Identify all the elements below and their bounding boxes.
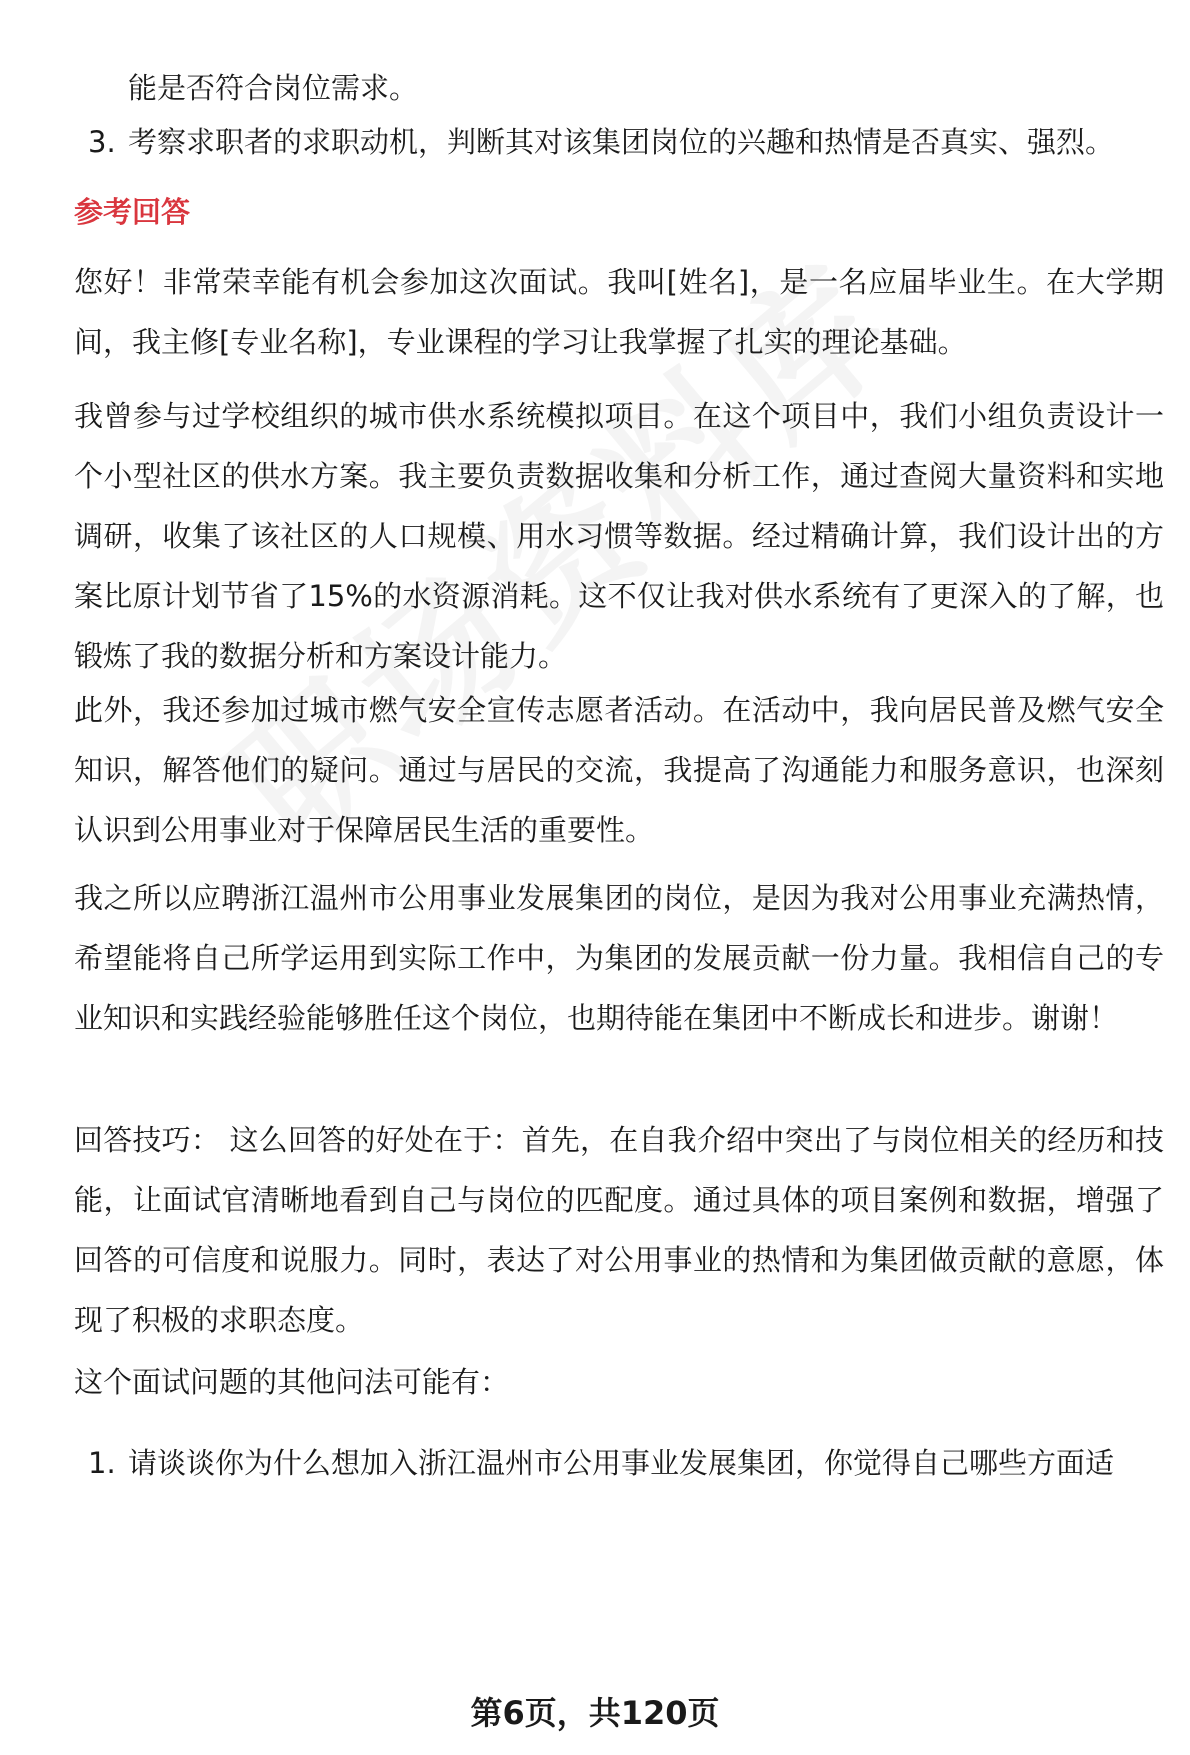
paragraph-motivation: 我之所以应聘浙江温州市公用事业发展集团的岗位，是因为我对公用事业充满热情，希望能将自己所学运用到实际工作中，为集团的发展贡献一份力量。我相信自己的专业知识和实践经验能够胜任这个岗位，也期待能在集团中不断成长和进步。谢谢！ <box>74 881 1164 1035</box>
alt-question-item <box>88 1433 1168 1493</box>
paragraph-tips: 回答技巧： 这么回答的好处在于：首先，在自我介绍中突出了与岗位相关的经历和技能，让面试官清晰地看到自己与岗位的匹配度。通过具体的项目案例和数据，增强了回答的可信度和说服力。同时，表达了对公用事业的热情和为集团做贡献的意愿，体现了积极的求职态度。 <box>74 1123 1164 1337</box>
paragraph-intro: 您好！非常荣幸能有机会参加这次面试。我叫[姓名]，是一名应届毕业生。在大学期间，我主修[专业名称]，专业课程的学习让我掌握了扎实的理论基础。 <box>74 265 1164 359</box>
paragraph-alt-intro: 这个面试问题的其他问法可能有： <box>74 1365 510 1399</box>
requirement-item <box>88 112 1168 172</box>
paragraph-project: 我曾参与过学校组织的城市供水系统模拟项目。在这个项目中，我们小组负责设计一个小型社区的供水方案。我主要负责数据收集和分析工作，通过查阅大量资料和实地调研，收集了该社区的人口规模、用水习惯等数据。经过精确计算，我们设计出的方案比原计划节省了15%的水资源消耗。这不仅让我对供水系统有了更深入的了解，也锻炼了我的数据分析和方案设计能力。 <box>74 399 1164 673</box>
continuation-line: 能是否符合岗位需求。 <box>128 71 419 105</box>
page-footer: 第6页，共120页 <box>470 1694 720 1732</box>
paragraph-volunteer: 此外，我还参加过城市燃气安全宣传志愿者活动。在活动中，我向居民普及燃气安全知识，解答他们的疑问。通过与居民的交流，我提高了沟通能力和服务意识，也深刻认识到公用事业对于保障居民生活的重要性。 <box>74 693 1164 847</box>
list-text: 请谈谈你为什么想加入浙江温州市公用事业发展集团，你觉得自己哪些方面适 <box>128 1446 1115 1480</box>
list-number: 3. <box>88 125 116 159</box>
answer-heading: 参考回答 <box>74 195 191 229</box>
list-number: 1. <box>88 1446 116 1480</box>
list-text: 考察求职者的求职动机，判断其对该集团岗位的兴趣和热情是否真实、强烈。 <box>128 125 1115 159</box>
